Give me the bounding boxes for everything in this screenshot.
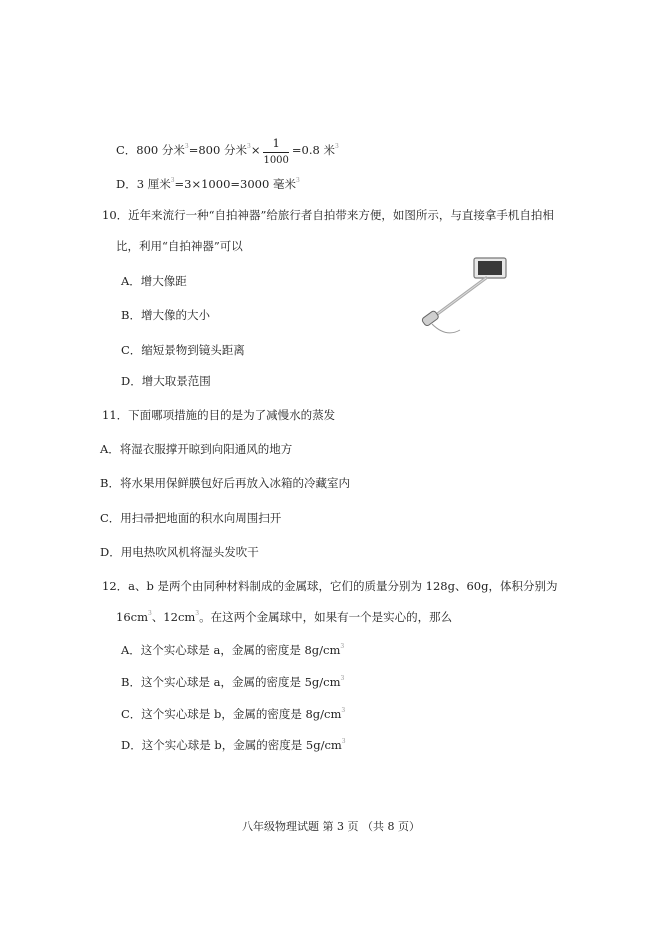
- fraction: $\frac{1}{1000}$: [263, 136, 289, 166]
- wrist-strap: [432, 324, 460, 333]
- q12-option-a: A．这个实心球是 a，金属的密度是 $8g/cm^3$: [121, 643, 345, 657]
- q11-option-c: C．用扫帚把地面的积水向周围扫开: [100, 511, 282, 525]
- page-footer: 八年级物理试题 第 3 页 （共 8 页）: [242, 820, 420, 833]
- q12-stem-line2: $16cm^3$、$12cm^3$。在这两个金属球中，如果有一个是实心的，那么: [116, 610, 453, 624]
- q11-option-d: D．用电热吹风机将湿头发吹干: [100, 545, 259, 559]
- q11-option-a: A．将湿衣服撑开晾到向阳通风的地方: [100, 442, 293, 456]
- q9-option-d: D．3 厘米$^3$=3×1000=3000 毫米$^3$: [116, 177, 300, 191]
- phone-screen: [478, 261, 502, 275]
- q10-option-a: A．增大像距: [121, 274, 187, 288]
- q11-option-b: B．将水果用保鲜膜包好后再放入冰箱的冷藏室内: [100, 476, 350, 490]
- stick-handle: [421, 310, 439, 327]
- q12-option-b: B．这个实心球是 a，金属的密度是 $5g/cm^3$: [121, 675, 345, 689]
- q10-option-d: D．增大取景范围: [121, 374, 211, 388]
- q12-option-c: C．这个实心球是 b，金属的密度是 $8g/cm^3$: [121, 707, 346, 721]
- q12-stem-line1: 12．a、b 是两个由同种材料制成的金属球，它们的质量分别为 128g、60g，体积分别为: [102, 579, 558, 593]
- q10-option-b: B．增大像的大小: [121, 308, 210, 322]
- q10-stem-line1: 10．近年来流行一种“自拍神器”给旅行者自拍带来方便，如图所示，与直接拿手机自拍相: [102, 208, 554, 222]
- selfie-stick-image: [416, 254, 512, 340]
- q11-stem: 11．下面哪项措施的目的是为了减慢水的蒸发: [102, 408, 336, 422]
- q9-option-c: C．800 分米$^3$=800 分米$^3$× $\frac{1}{1000}$ =0.8 米$^3$: [116, 136, 339, 166]
- q10-option-c: C．缩短景物到镜头距离: [121, 343, 245, 357]
- q10-stem-line2: 比，利用“自拍神器”可以: [116, 239, 243, 253]
- q12-option-d: D．这个实心球是 b，金属的密度是 $5g/cm^3$: [121, 738, 346, 752]
